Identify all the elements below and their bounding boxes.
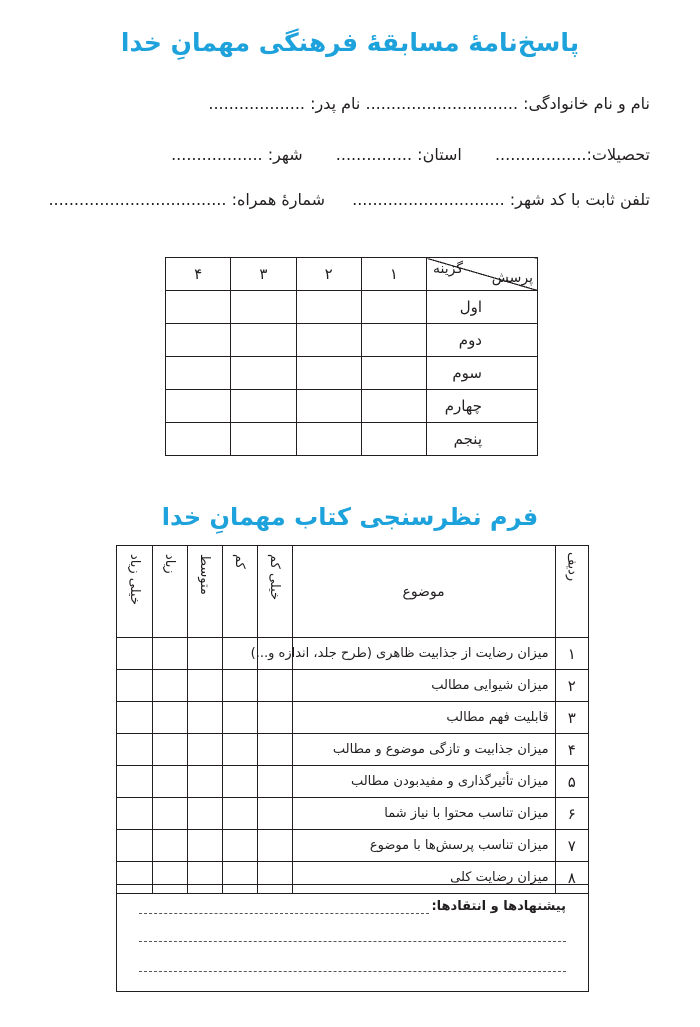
answer-cell[interactable] [361,390,426,423]
row-number: ۷ [555,830,588,862]
rating-cell[interactable] [257,702,292,734]
rating-cell[interactable] [187,798,222,830]
suggestion-line[interactable] [139,913,429,914]
education-field[interactable]: تحصیلات:.................. [494,145,650,164]
answer-cell[interactable] [361,423,426,456]
answer-cell[interactable] [166,324,231,357]
row-number: ۵ [555,766,588,798]
question-label: سوم [427,357,538,390]
answer-cell[interactable] [361,324,426,357]
rating-cell[interactable] [152,830,187,862]
name-line [208,94,650,113]
answer-cell[interactable] [296,324,361,357]
rating-cell[interactable] [152,734,187,766]
option-label: ۲ [296,258,361,291]
answer-row [166,357,538,390]
rating-header: خیلی زیاد [117,546,152,638]
rating-header: خیلی کم [257,546,292,638]
answer-header-row [166,258,538,291]
survey-row [117,670,588,702]
answer-cell[interactable] [361,357,426,390]
answer-cell[interactable] [231,390,296,423]
survey-row [117,638,588,670]
father-name-field[interactable]: نام پدر: ................... [208,94,361,113]
rating-cell[interactable] [222,798,257,830]
row-number: ۲ [555,670,588,702]
answer-cell[interactable] [361,291,426,324]
row-number: ۴ [555,734,588,766]
answer-cell[interactable] [166,357,231,390]
criterion-label: میزان تأثیرگذاری و مفیدبودن مطالب [292,766,555,798]
province-field[interactable]: استان: ............... [335,145,462,164]
topic-header: موضوع [292,546,555,638]
question-label: اول [427,291,538,324]
rating-header: زیاد [152,546,187,638]
rating-cell[interactable] [222,670,257,702]
criterion-label: میزان شیوایی مطالب [292,670,555,702]
rating-cell[interactable] [152,638,187,670]
answer-cell[interactable] [296,291,361,324]
rating-cell[interactable] [187,766,222,798]
survey-title: فرم نظرسنجی کتاب مهمانِ خدا [161,503,539,531]
rating-header: متوسط [187,546,222,638]
city-field[interactable]: شهر: .................. [171,145,303,164]
phone-line [48,190,650,209]
education-line [171,145,650,164]
rating-cell[interactable] [152,670,187,702]
criterion-label: میزان رضایت کلی [292,862,555,894]
rating-cell[interactable] [257,798,292,830]
rating-cell[interactable] [257,734,292,766]
answer-row [166,423,538,456]
survey-header-row [117,546,588,638]
answer-row [166,390,538,423]
rating-cell[interactable] [152,766,187,798]
rating-cell[interactable] [257,830,292,862]
answer-cell[interactable] [231,423,296,456]
option-label: ۳ [231,258,296,291]
rating-cell[interactable] [187,734,222,766]
survey-table [117,546,588,894]
rating-cell[interactable] [222,830,257,862]
criterion-label: میزان جذابیت و تازگی موضوع و مطالب [292,734,555,766]
answer-table [165,257,538,456]
answer-cell[interactable] [231,324,296,357]
rating-cell[interactable] [117,670,152,702]
rating-cell[interactable] [222,734,257,766]
question-label: پنجم [427,423,538,456]
rating-cell[interactable] [117,830,152,862]
answer-cell[interactable] [296,390,361,423]
survey-form [116,545,589,992]
question-option-header [427,258,538,291]
survey-row [117,702,588,734]
row-number: ۸ [555,862,588,894]
rating-cell[interactable] [117,638,152,670]
rating-cell[interactable] [257,766,292,798]
answer-cell[interactable] [166,390,231,423]
rating-cell[interactable] [152,798,187,830]
answer-cell[interactable] [231,357,296,390]
suggestions-box[interactable] [117,884,588,991]
answer-cell[interactable] [296,423,361,456]
name-field[interactable]: نام و نام خانوادگی: .............................. [365,94,650,113]
answer-cell[interactable] [296,357,361,390]
rating-cell[interactable] [187,638,222,670]
question-label: چهارم [427,390,538,423]
row-number: ۳ [555,702,588,734]
criterion-label: میزان تناسب پرسش‌ها با موضوع [292,830,555,862]
rating-cell[interactable] [222,702,257,734]
answer-sheet-title: پاسخ‌نامهٔ مسابقهٔ فرهنگی مهمانِ خدا [120,28,580,57]
question-header: پرسش [491,270,533,286]
criterion-label: میزان رضایت از جذابیت ظاهری (طرح جلد، اندازه و...) [292,638,555,670]
suggestion-line[interactable] [139,941,566,942]
rating-cell[interactable] [117,702,152,734]
criterion-label: میزان تناسب محتوا با نیاز شما [292,798,555,830]
rating-cell[interactable] [222,766,257,798]
survey-row [117,798,588,830]
row-number: ۱ [555,638,588,670]
phone-field[interactable]: تلفن ثابت با کد شهر: .............................. [352,190,650,209]
survey-row [117,766,588,798]
rating-cell[interactable] [117,734,152,766]
mobile-field[interactable]: شمارهٔ همراه: ................................... [48,190,326,209]
rating-cell[interactable] [187,830,222,862]
answer-row [166,291,538,324]
option-label: ۴ [166,258,231,291]
rating-cell[interactable] [117,798,152,830]
rating-cell[interactable] [117,766,152,798]
suggestion-line[interactable] [139,971,566,972]
row-number-header: ردیف [555,546,588,638]
rating-cell[interactable] [187,702,222,734]
option-label: ۱ [361,258,426,291]
answer-cell[interactable] [231,291,296,324]
rating-header: کم [222,546,257,638]
criterion-label: قابلیت فهم مطالب [292,702,555,734]
rating-cell[interactable] [187,670,222,702]
rating-cell[interactable] [257,670,292,702]
survey-row [117,734,588,766]
answer-cell[interactable] [166,291,231,324]
question-label: دوم [427,324,538,357]
answer-cell[interactable] [166,423,231,456]
suggestions-label: پیشنهادها و انتقادها: [431,899,566,914]
survey-row [117,830,588,862]
rating-cell[interactable] [152,702,187,734]
row-number: ۶ [555,798,588,830]
answer-row [166,324,538,357]
option-header: گزینه [433,261,464,277]
